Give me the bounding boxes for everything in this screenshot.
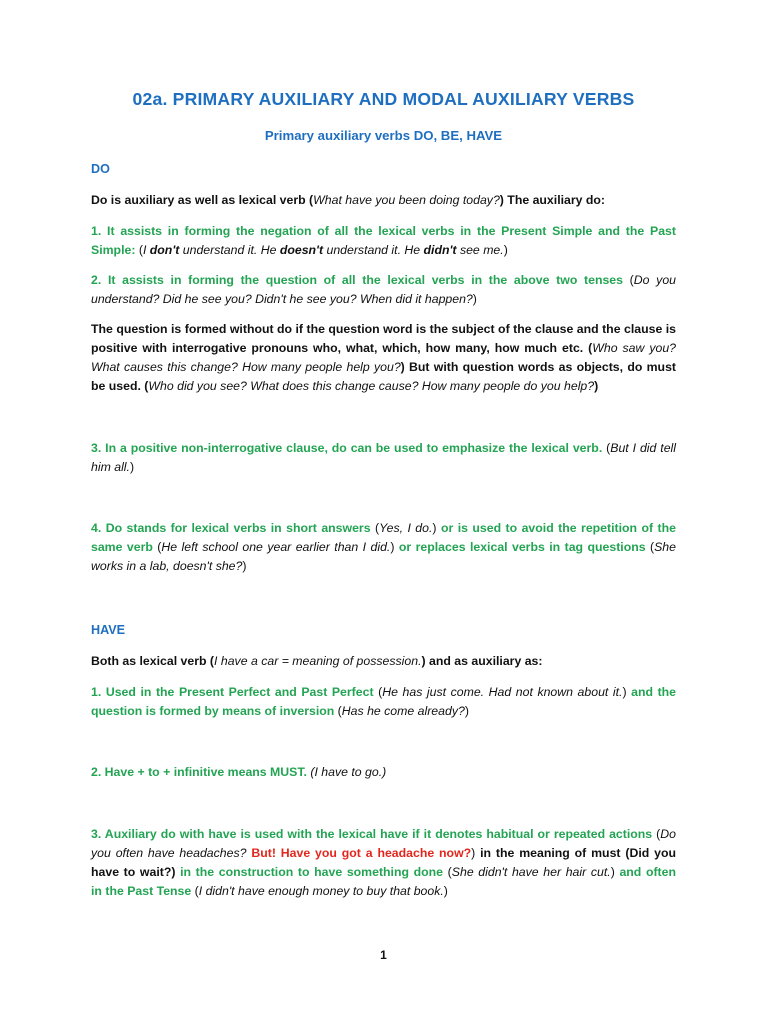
- do-point-2: 2. It assists in forming the question of all the lexical verbs in the above two tenses (Do you understand? Did he see you? Didn't he see you? When did it happen?): [91, 273, 676, 306]
- do-intro-paragraph: Do is auxiliary as well as lexical verb (What have you been doing today?) The auxiliary do:: [91, 193, 606, 207]
- have-intro-paragraph: Both as lexical verb (I have a car = meaning of possession.) and as auxiliary as:: [91, 654, 543, 668]
- section-heading-do: DO: [91, 162, 110, 176]
- do-point-1: 1. It assists in forming the negation of all the lexical verbs in the Present Simple and the Past Simple: (I don't understand it. He doesn't understand it. He didn't see me.): [91, 224, 676, 257]
- have-point-3: 3. Auxiliary do with have is used with the lexical have if it denotes habitual or repeated actions (Do you often have headaches? But! Have you got a headache now?) in the meaning of must (Did you have to wait?) in the construction to have something done (She didn't have her hair cut.) and often in the Past Tense (I didn't have enough money to buy that book.): [91, 827, 677, 898]
- do-question-paragraph: The question is formed without do if the question word is the subject of the clause and the clause is positive with interrogative pronouns who, what, which, how many, how much etc. (Who saw you? What causes this change? How many people help you?) But with question words as objects, do must be used. (Who did you see? What does this change cause? How many people do you help?): [91, 322, 677, 393]
- do-point-4: 4. Do stands for lexical verbs in short answers (Yes, I do.) or is used to avoid the repetition of the same verb (He left school one year earlier than I did.) or replaces lexical verbs in tag questions (She works in a lab, doesn't she?): [91, 521, 676, 573]
- have-point-1: 1. Used in the Present Perfect and Past Perfect (He has just come. Had not known about it.) and the question is formed by means of inversion (Has he come already?): [91, 685, 677, 718]
- have-point-2: 2. Have + to + infinitive means MUST. (I have to go.): [91, 765, 387, 779]
- do-point-3: 3. In a positive non-interrogative clause, do can be used to emphasize the lexical verb. (But I did tell him all.): [91, 441, 677, 474]
- section-heading-have: HAVE: [91, 623, 126, 637]
- page-subtitle: Primary auxiliary verbs DO, BE, HAVE: [264, 128, 503, 143]
- page-number: 1: [380, 948, 387, 962]
- page-title: 02a. PRIMARY AUXILIARY AND MODAL AUXILIARY VERBS: [132, 89, 635, 109]
